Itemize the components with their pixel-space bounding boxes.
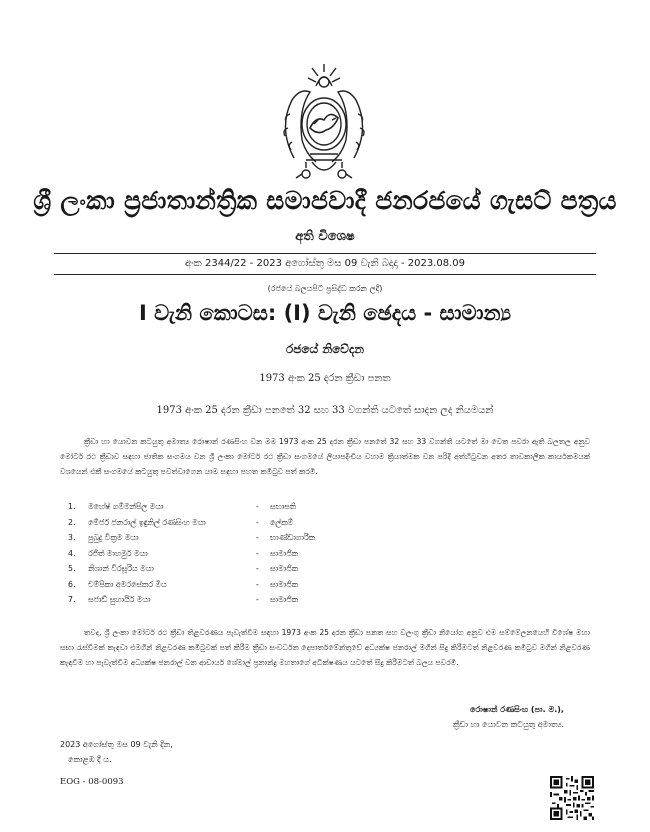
regulation-title: 1973 අංක 25 දරන ක්‍රීඩා පනතේ 32 සහ 33 වගන්ති යටතේ සාදන ලද නියමයන්: [156, 405, 494, 416]
list-item: [68, 533, 428, 549]
issue-line: අංක 2344/22 - 2023 අගෝස්තු මස 09 වැනි බදාදා - 2023.08.09: [184, 258, 466, 269]
member-dash: -: [256, 517, 259, 527]
member-name: චම්පිකා අමරසේකර මිය: [88, 579, 167, 589]
member-number: 3.: [68, 533, 76, 542]
member-number: 6.: [68, 579, 76, 589]
notification-heading: රජයේ නිවේදන: [286, 342, 364, 356]
member-name: මහේෂ් ගම්මන්පිල මයා: [88, 502, 164, 511]
member-number: 5.: [68, 564, 76, 573]
member-number: 2.: [68, 517, 76, 527]
list-item: [68, 502, 428, 518]
member-name: මේජර් ජනරාල් ඉඳුනිල් රණසිංහ මයා: [88, 517, 206, 527]
member-name: නිශාන් වීරසූරිය මයා: [88, 564, 154, 573]
top-divider: [54, 253, 596, 254]
bottom-divider: [54, 274, 596, 275]
reference-code: EOG - 08-0093: [60, 777, 124, 787]
member-role: භාණ්ඩාගාරික: [270, 533, 315, 542]
list-item: [68, 518, 428, 534]
member-number: 4.: [68, 548, 76, 558]
member-role: සාමාජික: [270, 564, 298, 573]
member-number: 1.: [68, 502, 76, 511]
member-role: සභාපති: [270, 502, 296, 511]
member-name: පුබුදු වික්‍රම මයා: [88, 533, 139, 542]
list-item: [68, 595, 428, 611]
list-item: [68, 549, 428, 565]
member-role: ලේකම්: [270, 517, 294, 527]
member-name: රජිත් මාහමුර් මයා: [88, 548, 148, 558]
member-role: සාමාජික: [270, 579, 298, 589]
paragraph-election: තවද, ශ්‍රී ලංකා මෝටර් රථ ක්‍රීඩා තිළවරණය පැවැත්වීම සඳහා 1973 අංක 25 දරන ක්‍රීඩා පනත සහ වලංගු ක්‍රීඩා නියෝග අනුව එම සම්මේලනයෙහි විශේෂ මහා සභා රැස්වීමක් කැඳවා එමගින් නිළවරණ කමිටුවක් පත් කිරීම ක්‍රීඩා සංවර්ධන දෙපාර්තමේන්තුවේ අධ්‍යක්ෂ ජනරාල් මගින් සිදු කිරීමටත් නිළවරණ කමිටුව මගින් නිළවරණ කැඳවීම හා පැවැත්වීම අධ්‍යක්ෂ ජනරාල් වන ආචාර්ය ශේමාල් ප්‍රනාන්දු මහතාගේ අධීක්ෂණය යටතේ සිදු කිරීමටත් බලය පවරමි.: [60, 628, 590, 667]
published-by: (රජයේ බලයපිට ප්‍රසිද්ධ කරන ලදී): [267, 284, 383, 293]
act-title: 1973 අංක 25 දරන ක්‍රීඩා පනත: [259, 373, 391, 384]
paragraph-appointment: ක්‍රීඩා හා යොවන කටයුතු අමාත්‍ය රොෂාන් රණසිංහ වන මම 1973 අංක 25 දරන ක්‍රීඩා පනතේ 32 සහ 33 වගන්ති යටතේ මා වෙත පවරා ඇති බලතල අනුව මෝටර් රථ ක්‍රීඩාව සඳහා ජාතික සංගමය වන ශ්‍රී ලංකා මෝටර් රථ ක්‍රීඩා සංගමයේ ලියාපදිංචිය වහාම ක්‍රියාත්මක වන පරිදි අත්හිටුවන අතර තාවකාලික කාර්යකමයක් වශයෙන් එකී සංගමයේ කටයුතු පවත්වාගෙන යාම සඳහා පහත කමිටුව පත් කරමි.: [60, 437, 590, 476]
member-dash: -: [256, 502, 259, 511]
committee-members-list: [68, 502, 428, 611]
member-role: සාමාජික: [270, 548, 298, 558]
member-number: 7.: [68, 595, 76, 604]
qr-code-icon: [550, 776, 594, 820]
member-dash: -: [256, 564, 259, 573]
date-line: 2023 අගෝස්තු මස 09 වැනි දින,: [60, 740, 173, 749]
member-dash: -: [256, 548, 259, 558]
gazette-title: ශ්‍රී ලංකා ප්‍රජාතාන්ත්‍රික සමාජවාදී ජනරජයේ ගැසට් පත්‍රය: [33, 186, 617, 215]
list-item: [68, 580, 428, 596]
member-dash: -: [256, 579, 259, 589]
part-title: I වැනි කොටස: (I) වැනි ඡෙදය - සාමාන්‍ය: [138, 301, 512, 325]
member-dash: -: [256, 533, 259, 542]
list-item: [68, 564, 428, 580]
place-line: කොළඹ දී ය.: [68, 755, 112, 764]
signer-title: ක්‍රීඩා හා යොවන කටයුතු අමාත්‍ය.: [453, 720, 565, 729]
signer-name: රොෂාන් රණසිංහ (පා. ම.),: [470, 705, 564, 714]
gazette-subtitle: අති විශෙෂ: [295, 229, 355, 244]
state-emblem-icon: [276, 62, 372, 184]
member-name: සජාඩ් සුහායිර් මයා: [88, 595, 151, 604]
member-role: සාමාජික: [270, 595, 298, 604]
member-dash: -: [256, 595, 259, 604]
